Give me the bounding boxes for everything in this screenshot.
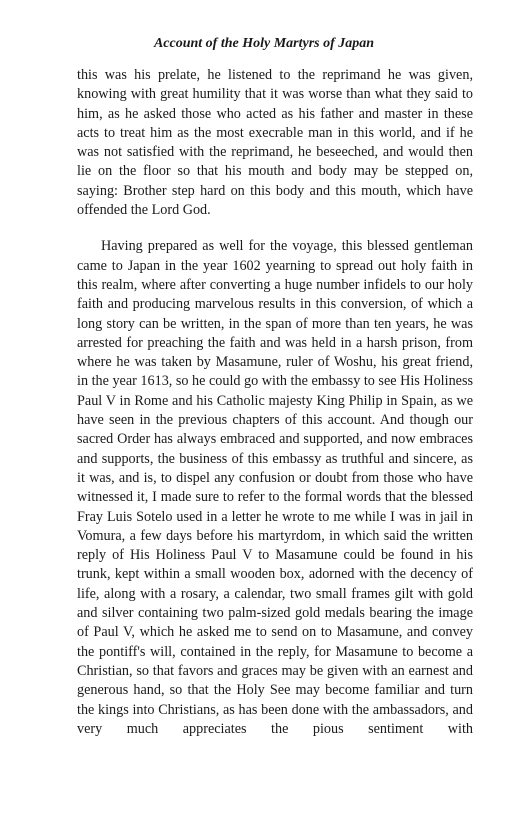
paragraph-continued: this was his prelate, he listened to the reprimand he was given, knowing with great humility that it was worse than what they said to him, as he asked those who acted as his father and master in these acts to treat him as the most execrable man in this world, and if he was not satisfied with the reprimand, he beseeched, and would then lie on the floor so that his mouth and body may be stepped on, saying: Brother step hard on this body and this mouth, which have offended the Lord God. — [77, 67, 473, 219]
body-text — [77, 66, 473, 739]
paragraph-voyage: Having prepared as well for the voyage, this blessed gentleman came to Japan in the year 1602 yearning to spread out holy faith in this realm, where after converting a huge number infidels to our holy faith and producing marvelous results in this conversion, of which a long story can be written, in the span of more than ten years, he was arrested for preaching the faith and was held in a harsh prison, from where he was taken by Masamune, ruler of Woshu, his great friend, in the year 1613, so he could go with the embassy to see His Holiness Paul V in Rome and his Catholic majesty King Philip in Spain, as we have seen in the previous chapters of this account. And though our sacred Order has always embraced and supported, and now embraces and supports, the business of this embassy as truthful and sincere, as it was, and is, to dispel any confusion or doubt from those who have witnessed it, I made sure to refer to the formal words that the blessed Fray Luis Sotelo used in a letter he wrote to me while I was in jail in Vomura, a few days before his martyrdom, in which said the written reply of His Holiness Paul V to Masamune could be found in his trunk, kept within a small wooden box, adorned with the decency of life, along with a rosary, a calendar, two small frames gilt with gold and silver containing two palm-sized gold medals bearing the image of Paul V, which he asked me to send on to Masamune, and convey the pontiff's will, contained in the reply, for Masamune to become a Christian, so that favors and graces may be given with an earnest and generous hand, so that the Holy See may become familiar and turn the kings into Christians, as has been done with the ambassadors, and very much appreciates the pious sentiment with — [77, 238, 474, 737]
running-title: Account of the Holy Martyrs of Japan — [153, 36, 375, 51]
